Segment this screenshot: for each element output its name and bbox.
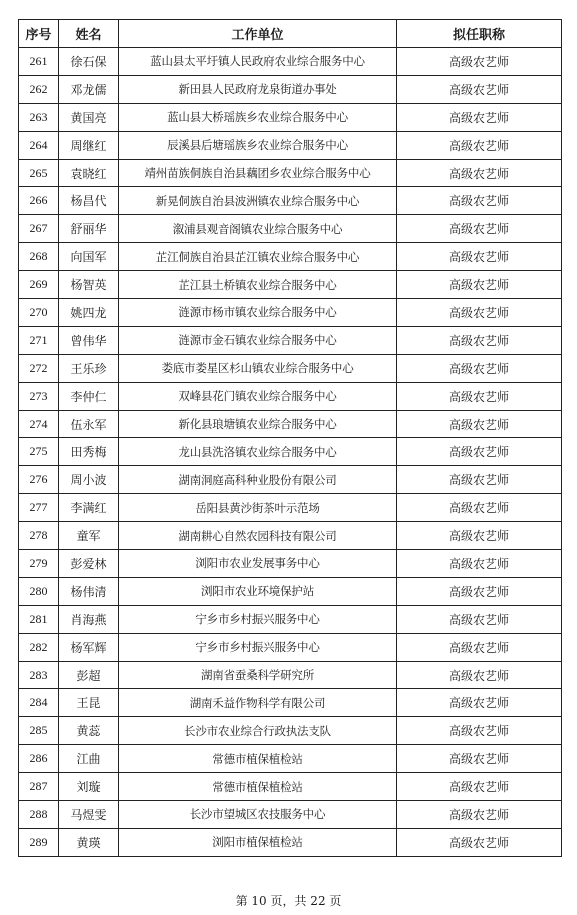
row-name: 黄蕊 xyxy=(59,717,119,745)
row-work-unit: 龙山县洗洛镇农业综合服务中心 xyxy=(119,438,397,466)
row-serial-number: 282 xyxy=(19,633,59,661)
row-work-unit: 湖南耕心自然农园科技有限公司 xyxy=(119,522,397,550)
row-work-unit: 溆浦县观音阁镇农业综合服务中心 xyxy=(119,215,397,243)
row-serial-number: 276 xyxy=(19,466,59,494)
row-serial-number: 275 xyxy=(19,438,59,466)
table-row xyxy=(19,243,562,271)
row-proposed-title: 高级农艺师 xyxy=(397,773,562,801)
row-work-unit: 蓝山县太平圩镇人民政府农业综合服务中心 xyxy=(119,48,397,76)
table-row xyxy=(19,103,562,131)
table-row xyxy=(19,326,562,354)
row-serial-number: 266 xyxy=(19,187,59,215)
row-name: 黄国亮 xyxy=(59,103,119,131)
row-proposed-title: 高级农艺师 xyxy=(397,103,562,131)
row-proposed-title: 高级农艺师 xyxy=(397,577,562,605)
row-name: 曾伟华 xyxy=(59,326,119,354)
row-name: 杨军辉 xyxy=(59,633,119,661)
table-row xyxy=(19,215,562,243)
header-serial-number: 序号 xyxy=(19,20,59,48)
row-serial-number: 271 xyxy=(19,326,59,354)
row-serial-number: 273 xyxy=(19,382,59,410)
row-name: 彭超 xyxy=(59,661,119,689)
row-serial-number: 287 xyxy=(19,773,59,801)
row-proposed-title: 高级农艺师 xyxy=(397,605,562,633)
row-serial-number: 288 xyxy=(19,801,59,829)
table-row xyxy=(19,410,562,438)
table-row xyxy=(19,828,562,856)
row-proposed-title: 高级农艺师 xyxy=(397,661,562,689)
row-name: 杨伟清 xyxy=(59,577,119,605)
row-serial-number: 262 xyxy=(19,75,59,103)
table-row xyxy=(19,48,562,76)
row-work-unit: 蓝山县大桥瑶族乡农业综合服务中心 xyxy=(119,103,397,131)
table-row xyxy=(19,773,562,801)
table-body xyxy=(19,48,562,857)
row-serial-number: 272 xyxy=(19,354,59,382)
row-work-unit: 新田县人民政府龙泉街道办事处 xyxy=(119,75,397,103)
row-name: 周小波 xyxy=(59,466,119,494)
row-proposed-title: 高级农艺师 xyxy=(397,410,562,438)
row-name: 刘璇 xyxy=(59,773,119,801)
row-serial-number: 270 xyxy=(19,299,59,327)
table-row xyxy=(19,717,562,745)
row-work-unit: 靖州苗族侗族自治县藕团乡农业综合服务中心 xyxy=(119,159,397,187)
row-work-unit: 双峰县花门镇农业综合服务中心 xyxy=(119,382,397,410)
table-row xyxy=(19,689,562,717)
row-proposed-title: 高级农艺师 xyxy=(397,522,562,550)
row-work-unit: 娄底市娄星区杉山镇农业综合服务中心 xyxy=(119,354,397,382)
row-work-unit: 浏阳市植保植检站 xyxy=(119,828,397,856)
row-serial-number: 283 xyxy=(19,661,59,689)
table-row xyxy=(19,354,562,382)
row-proposed-title: 高级农艺师 xyxy=(397,75,562,103)
row-serial-number: 264 xyxy=(19,131,59,159)
row-serial-number: 268 xyxy=(19,243,59,271)
table-row xyxy=(19,75,562,103)
table-row xyxy=(19,801,562,829)
row-proposed-title: 高级农艺师 xyxy=(397,438,562,466)
row-proposed-title: 高级农艺师 xyxy=(397,801,562,829)
row-serial-number: 280 xyxy=(19,577,59,605)
row-name: 黄瑛 xyxy=(59,828,119,856)
row-work-unit: 宁乡市乡村振兴服务中心 xyxy=(119,605,397,633)
row-serial-number: 286 xyxy=(19,745,59,773)
row-proposed-title: 高级农艺师 xyxy=(397,271,562,299)
table-header-row xyxy=(19,20,562,48)
table-row xyxy=(19,187,562,215)
row-proposed-title: 高级农艺师 xyxy=(397,745,562,773)
row-name: 杨昌代 xyxy=(59,187,119,215)
row-work-unit: 涟源市杨市镇农业综合服务中心 xyxy=(119,299,397,327)
table-row xyxy=(19,661,562,689)
row-name: 肖海燕 xyxy=(59,605,119,633)
row-name: 江曲 xyxy=(59,745,119,773)
row-work-unit: 辰溪县后塘瑶族乡农业综合服务中心 xyxy=(119,131,397,159)
table-row xyxy=(19,577,562,605)
row-proposed-title: 高级农艺师 xyxy=(397,215,562,243)
row-work-unit: 长沙市农业综合行政执法支队 xyxy=(119,717,397,745)
row-proposed-title: 高级农艺师 xyxy=(397,131,562,159)
row-serial-number: 263 xyxy=(19,103,59,131)
row-proposed-title: 高级农艺师 xyxy=(397,689,562,717)
row-name: 伍永军 xyxy=(59,410,119,438)
row-name: 徐石保 xyxy=(59,48,119,76)
row-serial-number: 279 xyxy=(19,550,59,578)
row-serial-number: 284 xyxy=(19,689,59,717)
row-name: 王昆 xyxy=(59,689,119,717)
row-proposed-title: 高级农艺师 xyxy=(397,48,562,76)
header-name: 姓名 xyxy=(59,20,119,48)
row-proposed-title: 高级农艺师 xyxy=(397,466,562,494)
table-row xyxy=(19,605,562,633)
row-serial-number: 281 xyxy=(19,605,59,633)
row-proposed-title: 高级农艺师 xyxy=(397,717,562,745)
row-name: 杨智英 xyxy=(59,271,119,299)
row-serial-number: 289 xyxy=(19,828,59,856)
row-work-unit: 湖南洞庭高科种业股份有限公司 xyxy=(119,466,397,494)
row-work-unit: 新化县琅塘镇农业综合服务中心 xyxy=(119,410,397,438)
table-row xyxy=(19,494,562,522)
row-serial-number: 274 xyxy=(19,410,59,438)
row-name: 姚四龙 xyxy=(59,299,119,327)
row-name: 王乐珍 xyxy=(59,354,119,382)
table-row xyxy=(19,438,562,466)
row-serial-number: 277 xyxy=(19,494,59,522)
table-row xyxy=(19,522,562,550)
row-name: 田秀梅 xyxy=(59,438,119,466)
row-work-unit: 岳阳县黄沙街茶叶示范场 xyxy=(119,494,397,522)
row-work-unit: 宁乡市乡村振兴服务中心 xyxy=(119,633,397,661)
page-number-footer: 第 10 页，共 22 页 xyxy=(235,894,342,908)
table-row xyxy=(19,745,562,773)
table-row xyxy=(19,550,562,578)
row-name: 李仲仁 xyxy=(59,382,119,410)
row-work-unit: 湖南禾益作物科学有限公司 xyxy=(119,689,397,717)
row-name: 向国军 xyxy=(59,243,119,271)
roster-table xyxy=(18,19,562,857)
row-proposed-title: 高级农艺师 xyxy=(397,382,562,410)
table-row xyxy=(19,299,562,327)
row-serial-number: 261 xyxy=(19,48,59,76)
table-row xyxy=(19,271,562,299)
row-name: 马煜雯 xyxy=(59,801,119,829)
row-work-unit: 新晃侗族自治县波洲镇农业综合服务中心 xyxy=(119,187,397,215)
row-work-unit: 湖南省蚕桑科学研究所 xyxy=(119,661,397,689)
row-proposed-title: 高级农艺师 xyxy=(397,828,562,856)
table-row xyxy=(19,382,562,410)
row-work-unit: 浏阳市农业环境保护站 xyxy=(119,577,397,605)
row-proposed-title: 高级农艺师 xyxy=(397,550,562,578)
row-proposed-title: 高级农艺师 xyxy=(397,633,562,661)
row-proposed-title: 高级农艺师 xyxy=(397,187,562,215)
row-name: 李满红 xyxy=(59,494,119,522)
table-row xyxy=(19,633,562,661)
row-proposed-title: 高级农艺师 xyxy=(397,299,562,327)
row-name: 童军 xyxy=(59,522,119,550)
row-proposed-title: 高级农艺师 xyxy=(397,159,562,187)
table-row xyxy=(19,466,562,494)
row-proposed-title: 高级农艺师 xyxy=(397,494,562,522)
row-work-unit: 常德市植保植检站 xyxy=(119,773,397,801)
row-name: 邓龙儒 xyxy=(59,75,119,103)
row-name: 周继红 xyxy=(59,131,119,159)
table-row xyxy=(19,159,562,187)
header-work-unit: 工作单位 xyxy=(119,20,397,48)
row-serial-number: 285 xyxy=(19,717,59,745)
row-proposed-title: 高级农艺师 xyxy=(397,243,562,271)
row-name: 袁晓红 xyxy=(59,159,119,187)
row-work-unit: 常德市植保植检站 xyxy=(119,745,397,773)
row-proposed-title: 高级农艺师 xyxy=(397,326,562,354)
row-work-unit: 涟源市金石镇农业综合服务中心 xyxy=(119,326,397,354)
row-work-unit: 芷江县土桥镇农业综合服务中心 xyxy=(119,271,397,299)
row-serial-number: 265 xyxy=(19,159,59,187)
row-work-unit: 长沙市望城区农技服务中心 xyxy=(119,801,397,829)
row-work-unit: 浏阳市农业发展事务中心 xyxy=(119,550,397,578)
row-name: 彭爱林 xyxy=(59,550,119,578)
row-work-unit: 芷江侗族自治县芷江镇农业综合服务中心 xyxy=(119,243,397,271)
row-name: 舒丽华 xyxy=(59,215,119,243)
row-serial-number: 267 xyxy=(19,215,59,243)
row-proposed-title: 高级农艺师 xyxy=(397,354,562,382)
header-proposed-title: 拟任职称 xyxy=(397,20,562,48)
table-row xyxy=(19,131,562,159)
row-serial-number: 278 xyxy=(19,522,59,550)
row-serial-number: 269 xyxy=(19,271,59,299)
